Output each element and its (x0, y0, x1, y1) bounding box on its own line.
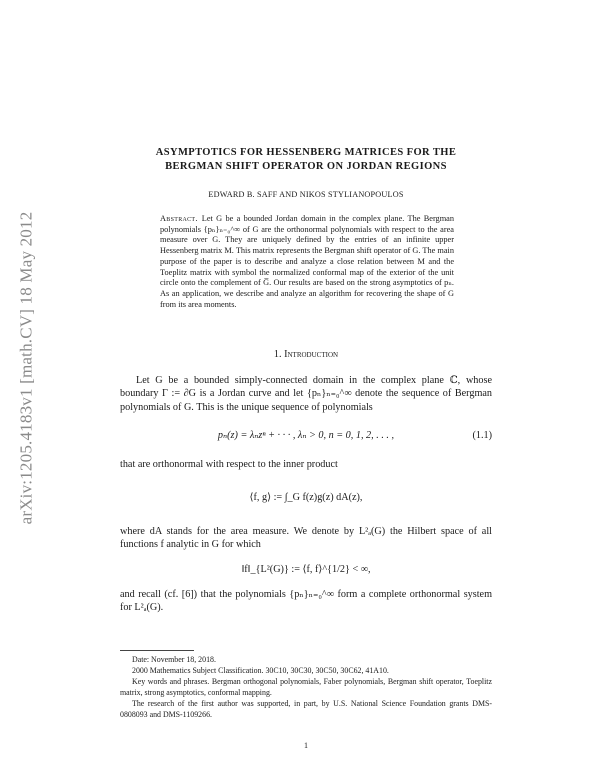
paper-title (120, 146, 492, 174)
equation-number: (1.1) (472, 430, 492, 441)
abstract-text: Let G be a bounded Jordan domain in the complex plane. The Bergman polynomials {pₙ}ₙ₌₀^∞ of G are the orthonormal polynomials with respect to the area measure over G. They are uniquely defined by the entries of an infinite upper Hessenberg matrix M. This matrix represents the Bergman shift operator of G. The main purpose of the paper is to describe and analyze a close relation between M and the Toeplitz matrix with symbol the normalized conformal map of the exterior of the unit circle onto the complement of G̅. Our results are based on the strong asymptotics of pₙ. As an application, we describe and analyze an algorithm for recovering the shape of G from its area moments. (160, 214, 454, 309)
arxiv-id: arXiv:1205.4183v1 [math.CV] 18 May 2012 (16, 211, 36, 525)
equation-1-1 (120, 430, 492, 441)
authors: EDWARD B. SAFF AND NIKOS STYLIANOPOULOS (208, 190, 404, 199)
section-heading: 1. Introduction (273, 349, 339, 360)
title-line-2: BERGMAN SHIFT OPERATOR ON JORDAN REGIONS (165, 161, 447, 172)
footnote-rule (120, 650, 194, 651)
abstract-label: Abstract. (160, 214, 198, 223)
arxiv-stamp (2, 168, 50, 568)
abstract (160, 214, 454, 310)
footnote-date: Date: November 18, 2018. (132, 655, 216, 664)
equation-1-1-body: pₙ(z) = λₙzⁿ + · · · , λₙ > 0, n = 0, 1, 2, . . . , (217, 430, 395, 441)
body-paragraph-1: Let G be a bounded simply-connected domain in the complex plane ℂ, whose boundary Γ := ∂G is a Jordan curve and let {pₙ}ₙ₌₀^∞ denote the sequence of Bergman polynomials of G. This is the unique sequence of polynomials (120, 375, 492, 413)
page-number: 1 (304, 741, 308, 750)
body-paragraph-3: where dA stands for the area measure. We denote by L²ₐ(G) the Hilbert space of all functions f analytic in G for which (120, 526, 492, 551)
body-paragraph-4: and recall (cf. [6]) that the polynomials {pₙ}ₙ₌₀^∞ form a complete orthonormal system for L²ₐ(G). (120, 589, 492, 614)
footnote-funding: The research of the first author was supported, in part, by U.S. National Science Foundation grants DMS-0808093 and DMS-1109266. (120, 699, 492, 719)
footnote-msc: 2000 Mathematics Subject Classification. 30C10, 30C30, 30C50, 30C62, 41A10. (132, 666, 389, 675)
footnote-keywords: Key words and phrases. Bergman orthogonal polynomials, Faber polynomials, Bergman shift operator, Toeplitz matrix, strong asymptotics, conformal mapping. (120, 677, 492, 697)
norm-equation: ‖f‖_{L²(G)} := ⟨f, f⟩^{1/2} < ∞, (241, 564, 371, 575)
body-paragraph-2: that are orthonormal with respect to the inner product (120, 459, 338, 470)
inner-product-equation: ⟨f, g⟩ := ∫_G f(z)g(z) dA(z), (249, 492, 363, 503)
title-line-1: ASYMPTOTICS FOR HESSENBERG MATRICES FOR THE (155, 147, 457, 158)
